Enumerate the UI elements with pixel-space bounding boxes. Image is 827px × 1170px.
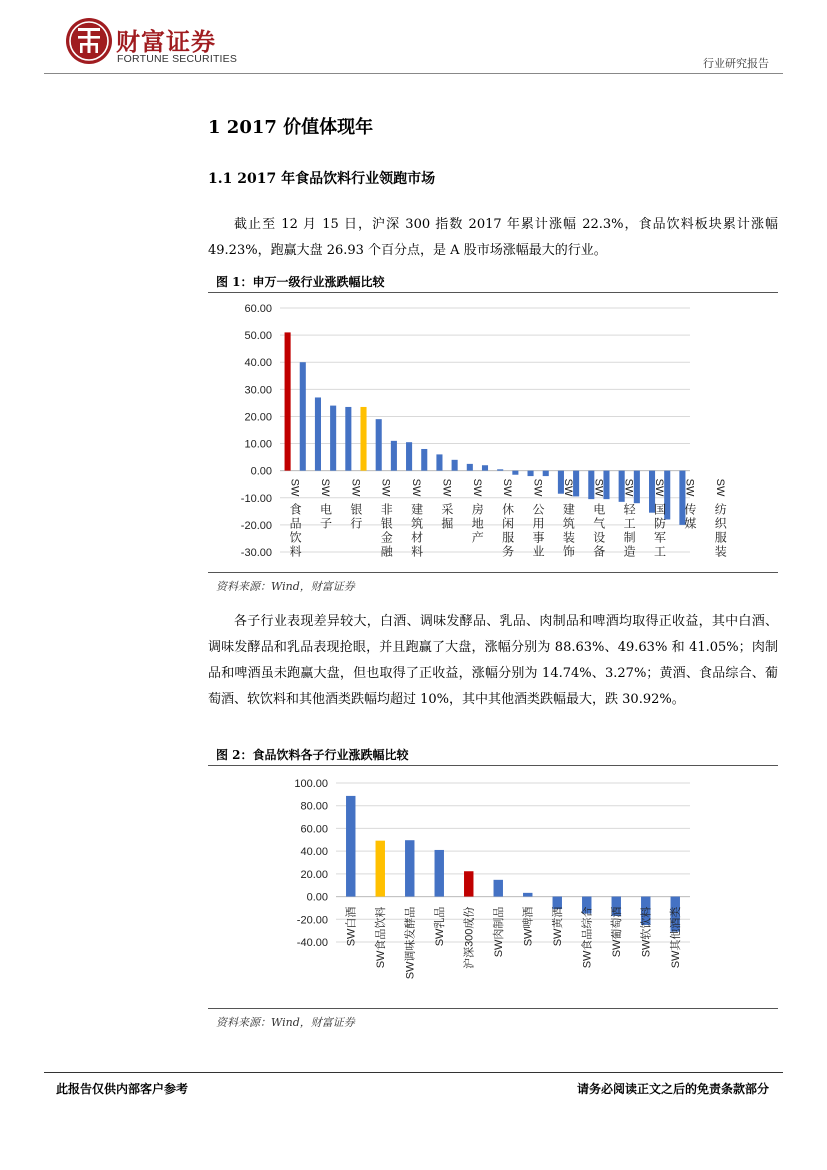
- x-tick-label: SW食品饮料: [375, 906, 388, 969]
- bar: [360, 407, 366, 471]
- x-tick-label-prefix: SW: [410, 478, 423, 497]
- x-tick-label: 饮: [289, 530, 302, 545]
- x-tick-label: 防: [654, 516, 667, 531]
- y-tick-label: -40.00: [296, 937, 328, 949]
- x-tick-label: 材: [411, 530, 424, 545]
- x-tick-label: 事: [532, 530, 545, 545]
- bar: [512, 471, 518, 475]
- x-tick-label-prefix: SW: [713, 478, 726, 497]
- y-tick-label: 0.00: [250, 465, 272, 478]
- bar: [391, 441, 397, 471]
- x-tick-label: 用: [532, 516, 545, 531]
- x-tick-label: 气: [593, 516, 606, 531]
- figure2-chart: [208, 770, 778, 1009]
- logo-english-text: FORTUNE SECURITIES: [117, 53, 238, 65]
- figure1-chart-svg: [208, 295, 778, 567]
- footer-disclaimer-note: 请务必阅读正文之后的免责条款部分: [576, 1082, 769, 1096]
- y-tick-label: 0.00: [306, 891, 328, 904]
- x-tick-label: 织: [714, 516, 727, 531]
- x-tick-label: 传: [684, 502, 697, 517]
- y-tick-label: -10.00: [240, 492, 272, 505]
- x-tick-label: 沪深300成份: [463, 906, 476, 969]
- x-tick-label: 休: [502, 502, 515, 517]
- bar: [435, 850, 444, 897]
- x-tick-label: 军: [654, 530, 667, 545]
- x-tick-label: 筑: [411, 516, 424, 531]
- figure1-top-rule: [208, 292, 778, 293]
- x-tick-label: SW黄酒: [552, 906, 565, 947]
- footer-left-note: 此报告仅供内部客户参考: [56, 1082, 189, 1096]
- x-tick-label: 服: [502, 530, 515, 545]
- figure1-bottom-rule: [208, 572, 778, 573]
- x-tick-label: SW软饮料: [640, 906, 653, 958]
- figure2-source: 资料来源：Wind，财富证券: [216, 1016, 355, 1029]
- x-tick-label-prefix: SW: [501, 478, 514, 497]
- subsection-heading: 1.1 2017 年食品饮料行业领跑市场: [208, 171, 436, 187]
- bar: [330, 406, 336, 471]
- x-tick-label: 务: [502, 544, 515, 559]
- figure2-bottom-rule: [208, 1008, 778, 1009]
- bar: [497, 469, 503, 470]
- figure1-source: 资料来源：Wind，财富证券: [216, 580, 355, 593]
- bar: [436, 454, 442, 470]
- x-tick-label: SW乳品: [434, 906, 447, 947]
- bar: [346, 796, 355, 897]
- bar: [421, 449, 427, 471]
- x-tick-label: 电: [319, 502, 332, 517]
- x-tick-label: 轻: [623, 502, 636, 517]
- x-tick-label: 采: [441, 502, 454, 517]
- x-tick-label: 地: [471, 516, 484, 531]
- bar: [406, 442, 412, 470]
- y-tick-label: 40.00: [300, 846, 328, 859]
- x-tick-label: 掘: [441, 516, 454, 531]
- x-tick-label: 子: [319, 516, 332, 531]
- logo: [64, 16, 240, 70]
- x-tick-label: 筑: [562, 516, 575, 531]
- bar: [315, 397, 321, 470]
- x-tick-label-prefix: SW: [622, 478, 635, 497]
- x-tick-label: 业: [532, 544, 545, 559]
- x-tick-label: 品: [289, 516, 302, 531]
- x-tick-label-prefix: SW: [592, 478, 605, 497]
- bar: [405, 840, 414, 896]
- x-tick-label: 闲: [502, 516, 515, 531]
- paragraph-subsectors: 各子行业表现差异较大，白酒、调味发酵品、乳品、肉制品和啤酒均取得正收益，其中白酒、调味发酵品和乳品表现抢眼，并且跑赢了大盘，涨幅分别为 88.63%、49.63% 和 41.05%；肉制品和啤酒虽未跑赢大盘，但也取得了正收益，涨幅分别为 14.74%、3.27%；黄酒、食品综合、葡萄酒、软饮料和其他酒类跌幅均超过 10%，其中其他酒类跌幅最大，跌 30.92%。: [208, 614, 778, 707]
- y-tick-label: 20.00: [244, 411, 272, 424]
- y-tick-label: 50.00: [244, 330, 272, 343]
- y-tick-label: -30.00: [240, 547, 272, 559]
- figure2-title: 图 2：食品饮料各子行业涨跌幅比较: [216, 748, 409, 762]
- x-tick-label: 电: [593, 502, 606, 517]
- x-tick-label: 金: [380, 530, 393, 545]
- footer-divider: [44, 1072, 783, 1073]
- fortune-logo-icon: [64, 16, 114, 66]
- x-tick-label: 房: [471, 502, 484, 517]
- section-heading: 1 2017 价值体现年: [208, 117, 374, 138]
- report-type-label: 行业研究报告: [703, 57, 769, 70]
- bar: [376, 419, 382, 471]
- y-tick-label: 100.00: [294, 778, 328, 790]
- x-tick-label: SW啤酒: [522, 906, 535, 947]
- bar: [345, 407, 351, 471]
- x-tick-label-prefix: SW: [349, 478, 362, 497]
- x-tick-label: 工: [654, 544, 667, 559]
- logo-chinese-text: 财富证券: [116, 27, 216, 56]
- x-tick-label: 融: [380, 544, 393, 559]
- x-tick-label-prefix: SW: [653, 478, 666, 497]
- y-tick-label: 30.00: [244, 384, 272, 397]
- x-tick-label: 建: [562, 502, 575, 517]
- y-tick-label: 20.00: [300, 868, 328, 881]
- x-tick-label: SW葡萄酒: [611, 906, 624, 958]
- x-tick-label: 纺: [714, 502, 727, 517]
- x-tick-label: 行: [350, 516, 363, 531]
- x-tick-label: 工: [623, 516, 636, 531]
- y-tick-label: 60.00: [244, 303, 272, 315]
- figure2-top-rule: [208, 765, 778, 766]
- x-tick-label: 料: [411, 544, 424, 559]
- x-tick-label: SW调味发酵品: [404, 906, 417, 980]
- figure1-title: 图 1：申万一级行业涨跌幅比较: [216, 275, 385, 289]
- bar: [464, 871, 473, 896]
- y-tick-label: 40.00: [244, 357, 272, 370]
- figure1-chart: [208, 295, 778, 571]
- x-tick-label: 非: [380, 502, 393, 517]
- x-tick-label: 银: [350, 502, 363, 517]
- x-tick-label-prefix: SW: [318, 478, 331, 497]
- x-tick-label-prefix: SW: [561, 478, 574, 497]
- bar: [467, 464, 473, 471]
- x-tick-label: 备: [593, 544, 606, 559]
- x-tick-label-prefix: SW: [440, 478, 453, 497]
- x-tick-label-prefix: SW: [379, 478, 392, 497]
- x-tick-label: 制: [623, 530, 636, 545]
- bar: [285, 332, 291, 470]
- x-tick-label: 装: [714, 544, 727, 559]
- y-tick-label: -20.00: [240, 519, 272, 532]
- x-tick-label: SW肉制品: [493, 906, 506, 958]
- header-divider: [44, 73, 783, 74]
- bar: [300, 362, 306, 470]
- x-tick-label: SW食品综合: [581, 906, 594, 969]
- x-tick-label: SW白酒: [345, 906, 358, 947]
- bar: [543, 471, 549, 476]
- x-tick-label: 料: [289, 544, 302, 559]
- bar: [376, 841, 385, 897]
- bar: [528, 471, 534, 476]
- y-tick-label: 80.00: [300, 800, 328, 813]
- x-tick-label: 饰: [562, 544, 575, 559]
- x-tick-label: SW其他酒类: [670, 906, 683, 969]
- x-tick-label: 银: [380, 516, 393, 531]
- x-tick-label: 媒: [684, 516, 697, 531]
- x-tick-label: 造: [623, 544, 636, 559]
- y-tick-label: -20.00: [296, 914, 328, 927]
- x-tick-label: 公: [532, 502, 545, 517]
- bar: [482, 465, 488, 470]
- bar: [523, 893, 532, 897]
- x-tick-label: 服: [714, 530, 727, 545]
- x-tick-label-prefix: SW: [531, 478, 544, 497]
- bar: [494, 880, 503, 897]
- x-tick-label: 建: [411, 502, 424, 517]
- x-tick-label: 装: [562, 530, 575, 545]
- x-tick-label-prefix: SW: [683, 478, 696, 497]
- figure2-chart-svg: [208, 770, 778, 1005]
- bar: [452, 460, 458, 471]
- x-tick-label: 产: [471, 530, 484, 545]
- y-tick-label: 10.00: [244, 438, 272, 451]
- x-tick-label-prefix: SW: [470, 478, 483, 497]
- x-tick-label: 食: [289, 502, 302, 517]
- x-tick-label-prefix: SW: [288, 478, 301, 497]
- y-tick-label: 60.00: [300, 823, 328, 836]
- x-tick-label: 国: [654, 502, 667, 517]
- x-tick-label: 设: [593, 530, 606, 545]
- paragraph-intro: 截止至 12 月 15 日，沪深 300 指数 2017 年累计涨幅 22.3%，食品饮料板块累计涨幅 49.23%，跑赢大盘 26.93 个百分点，是 A 股市场涨幅最大的行业。: [208, 217, 778, 258]
